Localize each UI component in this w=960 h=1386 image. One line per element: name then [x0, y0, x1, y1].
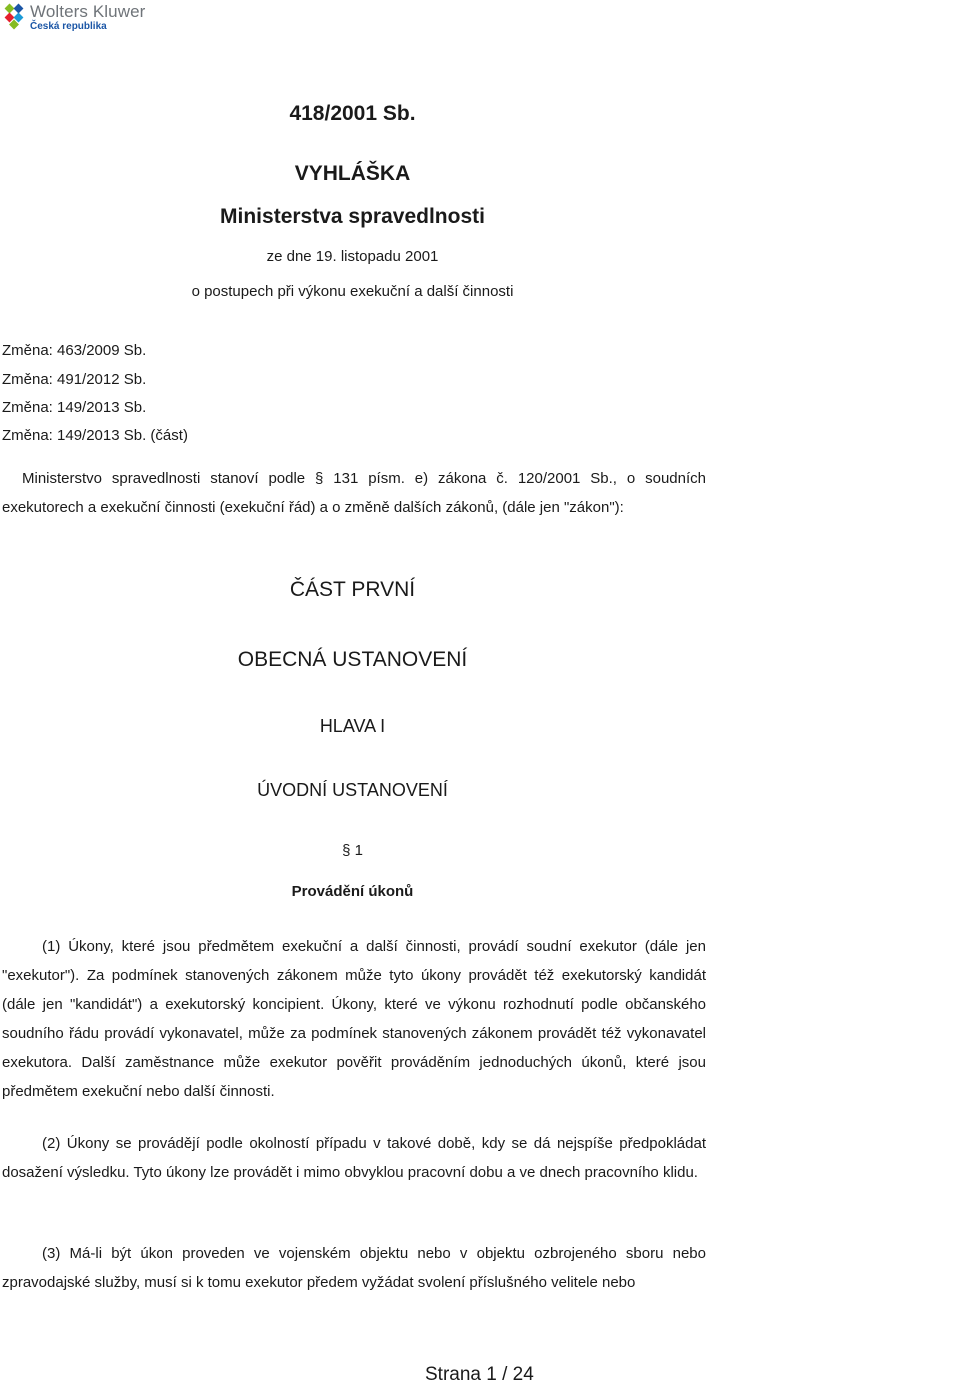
- document-subject: o postupech při výkonu exekuční a další činnosti: [191, 283, 514, 300]
- logo-name: Wolters Kluwer: [30, 2, 146, 21]
- head-title: ÚVODNÍ USTANOVENÍ: [257, 780, 448, 800]
- document-issuer: Ministerstva spravedlnosti: [220, 205, 485, 228]
- document-number: 418/2001 Sb.: [289, 102, 416, 125]
- amendment-line: Změna: 149/2013 Sb. (část): [2, 427, 188, 444]
- head-heading: HLAVA I: [319, 716, 386, 736]
- document-date: ze dne 19. listopadu 2001: [266, 248, 439, 265]
- amendment-line: Změna: 463/2009 Sb.: [2, 342, 147, 359]
- part-heading: ČÁST PRVNÍ: [289, 578, 416, 601]
- paragraph: (1) Úkony, které jsou předmětem exekuční a další činnosti, provádí soudní exekutor (dále jen "exekutor"). Za podmínek stanovených zákonem může tyto úkony provádět též exekutorský kandidát (dále jen "kandidát") a exekutorský koncipient. Úkony, které ve výkonu rozhodnutí podle občanského soudního řádu provádí vykonavatel, může za podmínek stanovených zákonem provádět též vykonavatel exekutora. Další zaměstnance může exekutor pověřit prováděním jednoduchých úkonů, které jsou předmětem exekuční nebo další činnosti.: [2, 938, 706, 1100]
- wolters-kluwer-logo-icon: [2, 2, 26, 30]
- paragraph: (2) Úkony se provádějí podle okolností případu v takové době, kdy se dá nejspíše předpokládat dosažení výsledku. Tyto úkony lze provádět i mimo obvyklou pracovní dobu a ve dnech pracovního klidu.: [2, 1135, 706, 1181]
- preamble: Ministerstvo spravedlnosti stanoví podle § 131 písm. e) zákona č. 120/2001 Sb., o soudních exekutorech a exekuční činnosti (exekuční řád) a o změně dalších zákonů, (dále jen "zákon"):: [2, 470, 706, 516]
- section-number: § 1: [342, 842, 363, 859]
- logo-subtitle: Česká republika: [30, 21, 107, 32]
- amendment-line: Změna: 491/2012 Sb.: [2, 371, 147, 388]
- page-number: Strana 1 / 24: [425, 1364, 534, 1385]
- part-title: OBECNÁ USTANOVENÍ: [237, 648, 468, 671]
- document-kind: VYHLÁŠKA: [294, 162, 411, 185]
- logo: [2, 2, 145, 33]
- paragraph: (3) Má-li být úkon proveden ve vojenském objektu nebo v objektu ozbrojeného sboru nebo zpravodajské služby, musí si k tomu exekutor předem vyžádat svolení příslušného velitele nebo: [2, 1245, 706, 1291]
- section-title: Provádění úkonů: [291, 883, 414, 900]
- amendment-line: Změna: 149/2013 Sb.: [2, 399, 147, 416]
